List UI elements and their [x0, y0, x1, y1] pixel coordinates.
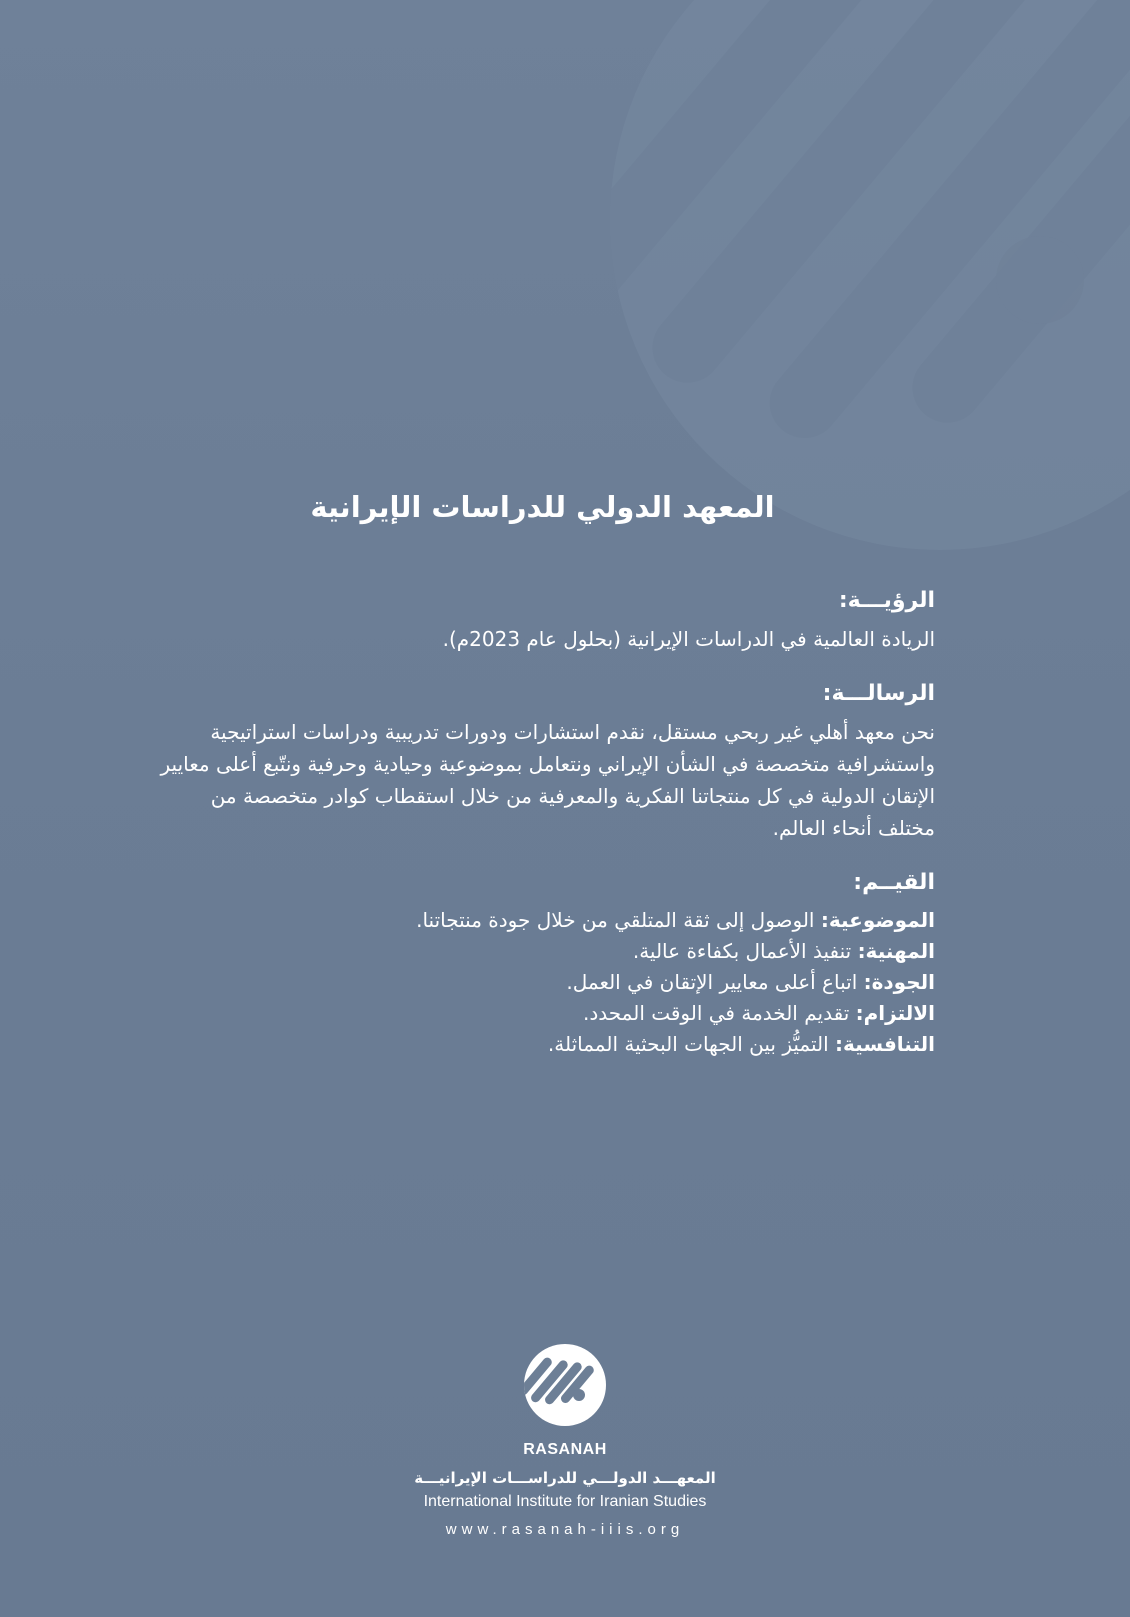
- value-text: اتباع أعلى معايير الإتقان في العمل.: [566, 970, 858, 994]
- values-section: [150, 870, 935, 1060]
- value-name: الموضوعية:: [820, 908, 935, 932]
- values-heading: القيــم:: [853, 870, 935, 895]
- value-name: الجودة:: [863, 970, 935, 994]
- main-content: [150, 490, 935, 1060]
- value-item: [150, 905, 935, 936]
- value-item: [150, 936, 935, 967]
- brand-name: RASANAH: [523, 1441, 607, 1458]
- english-institute-name: International Institute for Iranian Studies: [423, 1493, 707, 1510]
- vision-section: [150, 588, 935, 655]
- rasanah-logo-icon: [523, 1343, 607, 1427]
- website-url: www.rasanah-iiis.org: [445, 1521, 685, 1538]
- value-name: الالتزام:: [855, 1001, 935, 1025]
- value-text: تقديم الخدمة في الوقت المحدد.: [582, 1001, 850, 1025]
- mission-section: [150, 681, 935, 844]
- arabic-institute-name: المعهـــد الدولـــي للدراســـات الإيرانيـــة: [414, 1469, 716, 1487]
- value-text: الوصول إلى ثقة المتلقي من خلال جودة منتجاتنا.: [416, 908, 815, 932]
- page-title: المعهد الدولي للدراسات الإيرانية: [310, 490, 775, 524]
- mission-heading: الرسالـــة:: [822, 681, 935, 706]
- values-list: [150, 905, 935, 1060]
- value-item: [150, 1029, 935, 1060]
- value-text: تنفيذ الأعمال بكفاءة عالية.: [632, 939, 852, 963]
- value-name: التنافسية:: [835, 1032, 935, 1056]
- vision-text: الريادة العالمية في الدراسات الإيرانية (بحلول عام 2023م).: [442, 627, 935, 651]
- value-text: التميُّز بين الجهات البحثية المماثلة.: [547, 1032, 829, 1056]
- mission-text: نحن معهد أهلي غير ربحي مستقل، نقدم استشارات ودورات تدريبية ودراسات استراتيجية واستشرافية متخصصة في الشأن الإيراني ونتعامل بموضوعية وحيادية وحرفية ونتّبع أعلى معايير الإتقان الدولية في كل منتجاتنا الفكرية والمعرفية من خلال استقطاب كوادر متخصصة من مختلف أنحاء العالم.: [160, 720, 935, 840]
- publisher-footer: [315, 1343, 815, 1538]
- value-item: [150, 998, 935, 1029]
- value-name: المهنية:: [857, 939, 935, 963]
- value-item: [150, 967, 935, 998]
- vision-heading: الرؤيـــة:: [838, 588, 935, 613]
